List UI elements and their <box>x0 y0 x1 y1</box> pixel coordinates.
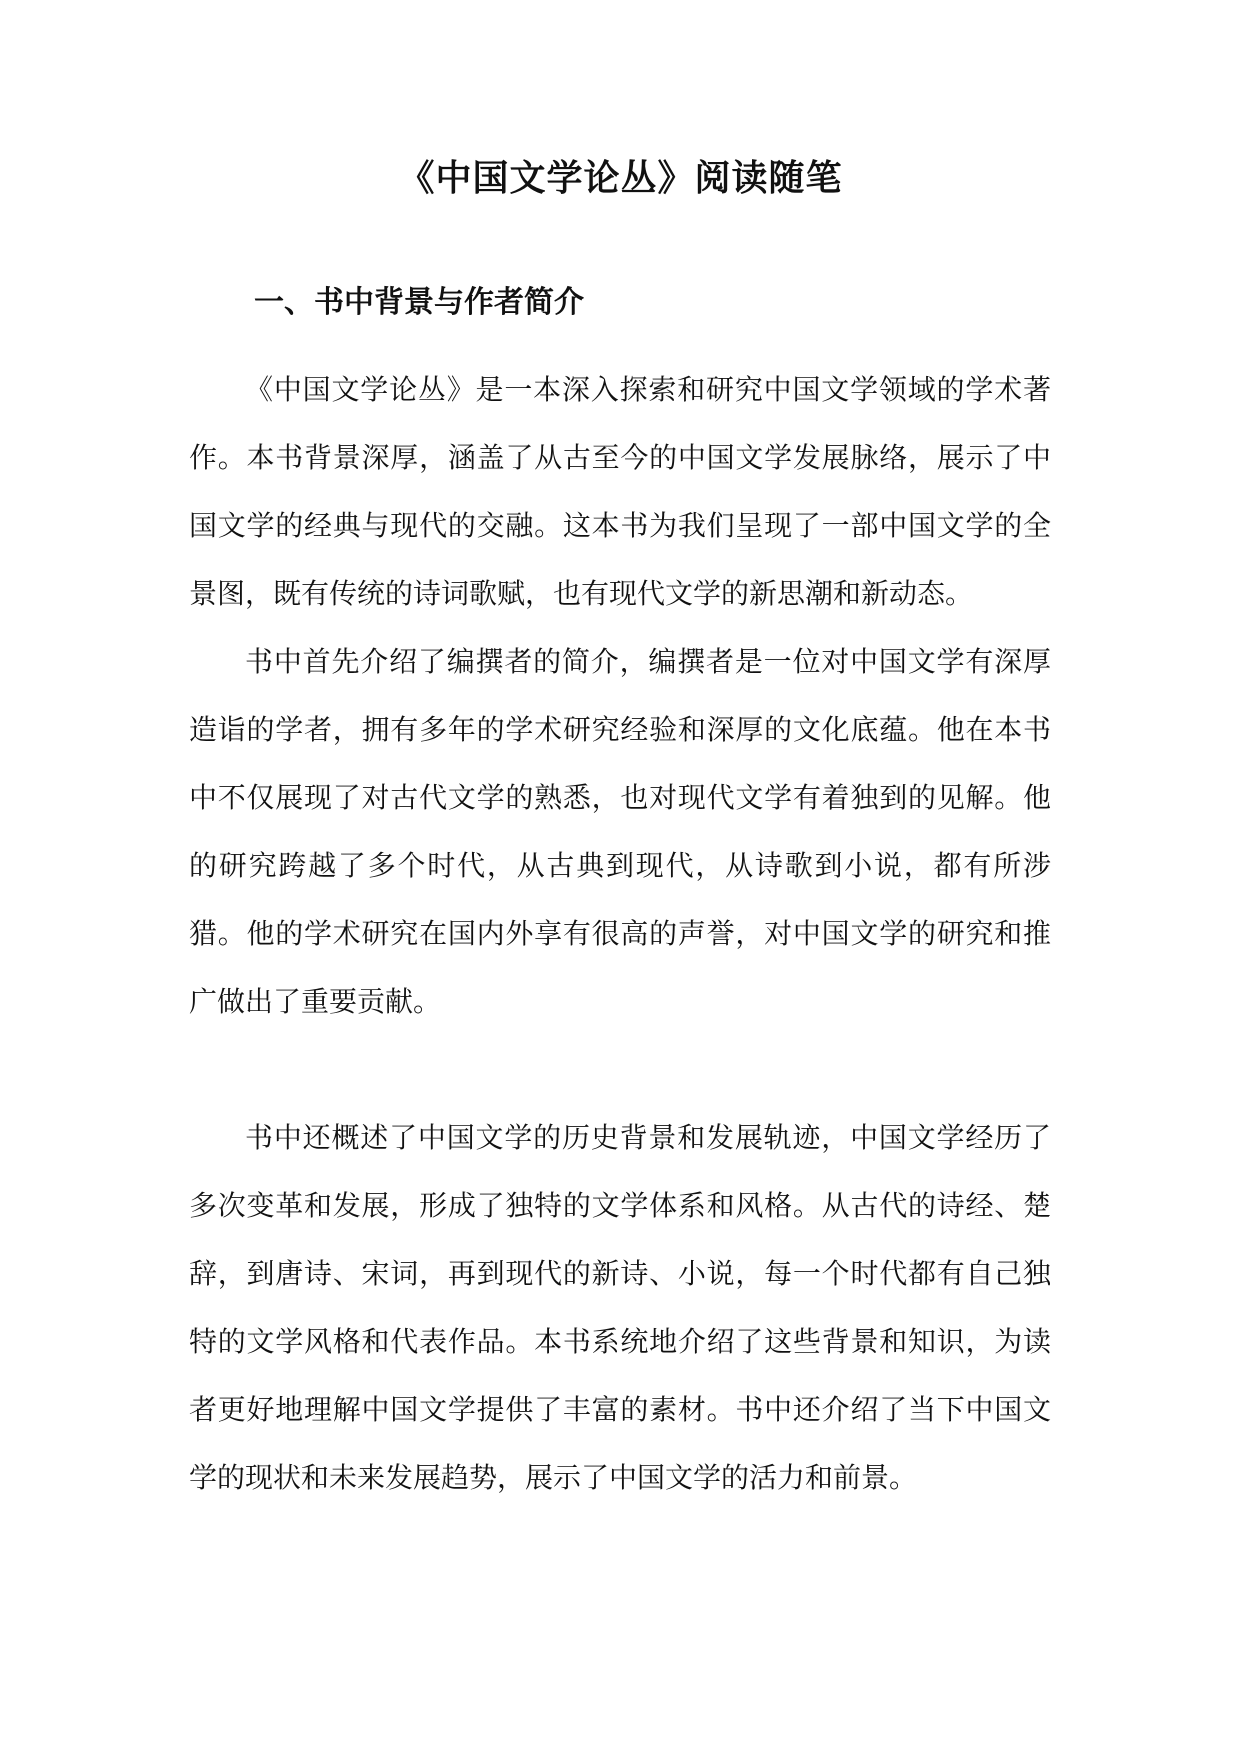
paragraph-history-overview: 书中还概述了中国文学的历史背景和发展轨迹，中国文学经历了多次变革和发展，形成了独特的文学体系和风格。从古代的诗经、楚辞，到唐诗、宋词，再到现代的新诗、小说，每一个时代都有自己独特的文学风格和代表作品。本书系统地介绍了这些背景和知识，为读者更好地理解中国文学提供了丰富的素材。书中还介绍了当下中国文学的现状和未来发展趋势，展示了中国文学的活力和前景。 <box>189 1121 1051 1494</box>
paragraph-author-intro: 书中首先介绍了编撰者的简介，编撰者是一位对中国文学有深厚造诣的学者，拥有多年的学术研究经验和深厚的文化底蕴。他在本书中不仅展现了对古代文学的熟悉，也对现代文学有着独到的见解。他的研究跨越了多个时代，从古典到现代，从诗歌到小说，都有所涉猎。他的学术研究在国内外享有很高的声誉，对中国文学的研究和推广做出了重要贡献。 <box>189 645 1051 1018</box>
document-title: 《中国文学论丛》阅读随笔 <box>398 157 843 199</box>
section-heading: 一、书中背景与作者简介 <box>254 285 584 320</box>
paragraph-book-background: 《中国文学论丛》是一本深入探索和研究中国文学领域的学术著作。本书背景深厚，涵盖了从古至今的中国文学发展脉络，展示了中国文学的经典与现代的交融。这本书为我们呈现了一部中国文学的全景图，既有传统的诗词歌赋，也有现代文学的新思潮和新动态。 <box>189 373 1051 610</box>
